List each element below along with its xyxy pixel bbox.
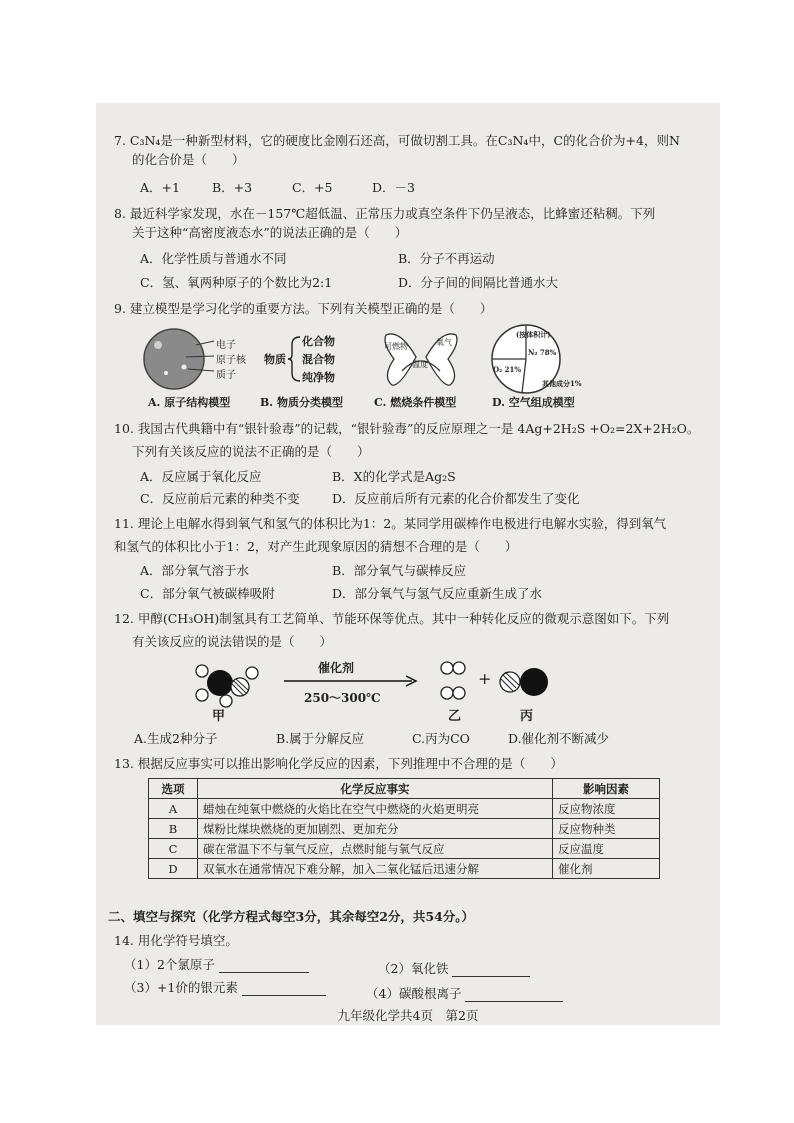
fig-a-caption: A. 原子结构模型: [148, 396, 231, 409]
q10-line1: 10. 我国古代典籍中有“银针验毒”的记载，“银针验毒”的反应原理之一是 4Ag+2H₂S +O₂=2X+2H₂O。: [114, 421, 700, 436]
q14-item-3: [124, 980, 326, 996]
q14-item-1-label: （1）2个氯原子: [124, 957, 215, 972]
q14-line1: 14. 用化学符号填空。: [114, 933, 238, 948]
q7-option-b: B．+3: [212, 180, 253, 195]
q11-option-d: D．部分氧气与氢气反应重新生成了水: [332, 586, 543, 601]
reaction-arrow-icon: [282, 675, 422, 687]
brace-icon: [288, 335, 302, 383]
q14-answer-4-blank[interactable]: [465, 989, 563, 1002]
q12-option-b: B.属于分解反应: [276, 731, 365, 746]
q8-option-b: B．分子不再运动: [398, 251, 495, 266]
classify-label-substance: 物质: [264, 353, 286, 366]
row-c-fact: 碳在常温下不与氧气反应，点燃时能与氧气反应: [198, 839, 553, 859]
q12-option-a: A.生成2种分子: [134, 731, 218, 746]
q8-line2: 关于这种“高密度液态水”的说法正确的是（ ）: [132, 225, 408, 240]
table-row: [149, 819, 660, 839]
atom-label-electron: 电子: [216, 340, 236, 351]
row-b-option: B: [149, 819, 198, 839]
q14-answer-2-blank[interactable]: [452, 964, 530, 977]
q7-line1: 7. C₃N₄是一种新型材料，它的硬度比金刚石还高，可做切割工具。在C₃N₄中，C的化合价为+4，则N: [114, 133, 680, 148]
table-row: [149, 839, 660, 859]
q10-option-a: A．反应属于氧化反应: [140, 469, 262, 484]
q14-item-2-label: （2）氧化铁: [378, 961, 449, 976]
q14-answer-3-blank[interactable]: [242, 983, 326, 996]
reaction-facts-table: [148, 778, 660, 879]
q10-option-c: C．反应前后元素的种类不变: [140, 491, 300, 506]
temperature-label: 250～300℃: [304, 691, 381, 705]
air-label-o2: O₂ 21%: [493, 365, 521, 374]
exam-page: [96, 103, 720, 1025]
q12-line1: 12. 甲醇(CH₃OH)制氢具有工艺简单、节能环保等优点。其中一种转化反应的微观示意图如下。下列: [114, 611, 670, 626]
q14-item-4: [366, 986, 563, 1002]
header-fact: 化学反应事实: [198, 779, 553, 799]
q8-option-a: A．化学性质与普通水不同: [140, 251, 287, 266]
row-a-fact: 蜡烛在纯氧中燃烧的火焰比在空气中燃烧的火焰更明亮: [198, 799, 553, 819]
label-jia: 甲: [212, 709, 226, 724]
plus-sign: +: [478, 669, 492, 688]
catalyst-label: 催化剂: [318, 661, 355, 675]
row-d-factor: 催化剂: [553, 859, 660, 879]
classify-item-pure: 纯净物: [302, 371, 335, 384]
q10-line2: 下列有关该反应的说法不正确的是（ ）: [132, 444, 370, 459]
q13-line1: 13. 根据反应事实可以推出影响化学反应的因素，下列推理中不合理的是（ ）: [114, 756, 563, 771]
hydrogen-molecules-figure: [438, 659, 468, 705]
q11-line1: 11. 理论上电解水得到氧气和氢气的体积比为1：2。某同学用碳棒作电极进行电解水实验，得到氧气: [114, 516, 667, 531]
row-a-option: A: [149, 799, 198, 819]
q12-option-d: D.催化剂不断减少: [508, 731, 610, 746]
q7-option-c: C．+5: [292, 180, 333, 195]
label-yi: 乙: [448, 709, 462, 724]
q14-item-2: [378, 961, 530, 977]
header-factor: 影响因素: [553, 779, 660, 799]
methanol-molecule-figure: [192, 659, 268, 711]
atom-label-nucleus: 原子核: [216, 355, 246, 366]
row-d-fact: 双氧水在通常情况下难分解，加入二氧化锰后迅速分解: [198, 859, 553, 879]
section-2-title: 二、填空与探究（化学方程式每空3分，其余每空2分，共54分。）: [108, 909, 475, 924]
classify-item-compound: 化合物: [302, 335, 335, 348]
air-label-others: 其他成分1%: [542, 379, 582, 388]
q10-option-d: D．反应前后所有元素的化合价都发生了变化: [332, 491, 580, 506]
q11-option-c: C．部分氧气被碳棒吸附: [140, 586, 275, 601]
q12-option-c: C.丙为CO: [412, 731, 470, 746]
q11-line2: 和氢气的体积比小于1：2，对产生此现象原因的猜想不合理的是（ ）: [114, 539, 518, 554]
air-label-basis: (按体积计): [516, 330, 551, 339]
q10-option-b: B．X的化学式是Ag₂S: [332, 469, 456, 484]
table-header-row: [149, 779, 660, 799]
q12-line2: 有关该反应的说法错误的是（ ）: [132, 634, 333, 649]
row-d-option: D: [149, 859, 198, 879]
page-footer: 九年级化学共4页 第2页: [337, 1008, 479, 1023]
q8-option-c: C．氢、氧两种原子的个数比为2:1: [140, 275, 333, 290]
row-a-factor: 反应物浓度: [553, 799, 660, 819]
row-b-fact: 煤粉比煤块燃烧的更加剧烈、更加充分: [198, 819, 553, 839]
combustion-label-temperature: 温度: [412, 360, 428, 369]
q8-option-d: D．分子间的间隔比普通水大: [398, 275, 559, 290]
q14-item-3-label: （3）+1价的银元素: [124, 980, 238, 995]
q11-option-a: A．部分氧气溶于水: [140, 563, 250, 578]
row-b-factor: 反应物种类: [553, 819, 660, 839]
atom-label-proton: 质子: [216, 370, 236, 381]
q7-option-d: D．－3: [372, 180, 415, 195]
co-molecule-figure: [498, 667, 554, 697]
combustion-label-fuel: 可燃物: [384, 342, 408, 351]
label-bing: 丙: [520, 709, 534, 724]
header-option: 选项: [149, 779, 198, 799]
q7-line2: 的化合价是（ ）: [132, 152, 245, 167]
q14-answer-1-blank[interactable]: [219, 960, 309, 973]
q9-line1: 9. 建立模型是学习化学的重要方法。下列有关模型正确的是（ ）: [114, 301, 493, 316]
fig-d-caption: D. 空气组成模型: [492, 396, 575, 409]
classify-item-mixture: 混合物: [302, 353, 335, 366]
table-row: [149, 799, 660, 819]
combustion-label-oxygen: 氧气: [436, 338, 452, 347]
q14-item-1: [124, 957, 309, 973]
q14-item-4-label: （4）碳酸根离子: [366, 986, 462, 1001]
q8-line1: 8. 最近科学家发现，水在－157℃超低温、正常压力或真空条件下仍呈液态，比蜂蜜还粘稠。下列: [114, 206, 656, 221]
fig-b-caption: B. 物质分类模型: [260, 396, 343, 409]
q11-option-b: B．部分氧气与碳棒反应: [332, 563, 467, 578]
air-label-n2: N₂ 78%: [528, 348, 557, 357]
fig-c-caption: C. 燃烧条件模型: [374, 396, 457, 409]
q7-option-a: A．+1: [140, 180, 180, 195]
row-c-factor: 反应温度: [553, 839, 660, 859]
row-c-option: C: [149, 839, 198, 859]
table-row: [149, 859, 660, 879]
